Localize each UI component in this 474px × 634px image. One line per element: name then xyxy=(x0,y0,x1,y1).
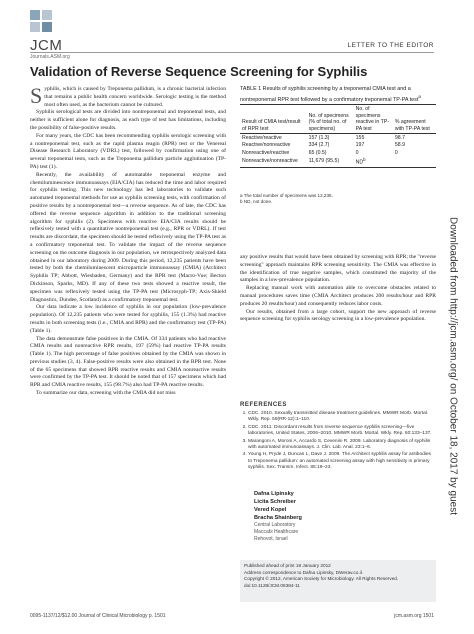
pub-info-line: Published ahead of print 18 January 2012 xyxy=(244,563,331,568)
author-name: Vered Kopel xyxy=(254,507,287,513)
paragraph-4: Recently, the availability of automatable treponemal enzyme and chemiluminescence immunoassays (EIA/CIA) has reduced the time and labor required for syphilis testing. This new technology has led laboratories to validate such automated treponemal methods for use as syphilis screening tests, with confirmation of positive results by a nontreponemal test—a reverse sequence. As of late, the CDC has offered the reverse sequence algorithm in addition to the traditional screening algorithm for syphilis (2). Specimens with reactive EIA/CIA results should be reflexively tested with a quantitative nontreponemal test (e.g., RPR or VDRL). If test results are discordant, the specimen should be tested reflexively using the TP-PA test as a confirmatory treponemal test. To validate the impact of the reverse sequence screening on the outcome diagnosis in our population, we retrospectively analyzed data obtained in our laboratory during 2009. During this period, 12,235 patients have been tested by both the chemiluminescent microparticle immunoassay (CMIA) (Architect Syphilis TP; Abbott, Wiesbaden, Germany) and the RPR test (Macro-Vue; Becton Dickinson, Sparks, MD). If any of these two tests showed a reactive result, the specimen was reflexively tested using the TP-PA test (Microsyph-TP; Axis-Shield Diagnostics, Dundee, Scotland) as a confirmatory treponemal test. xyxy=(30,171,226,303)
table-header-cell: No. of specimens (% of total no. of specimens) xyxy=(308,112,349,132)
table-cell: 157 (1.3) xyxy=(308,134,330,141)
author-block xyxy=(254,490,434,543)
affiliation-line: Rehovot, Israel xyxy=(254,536,288,542)
references-heading: REFERENCES xyxy=(240,402,288,408)
pub-info-line: Copyright © 2012, American Society for Microbiology. All Rights Reserved. xyxy=(244,576,399,582)
paragraph-2: Syphilis serological tests are divided into nontreponemal and treponemal tests, and neither is sufficient alone for diagnosis, as each type of test has limitations, including the possibility of false-positive results. xyxy=(30,109,226,131)
table-row xyxy=(240,142,436,150)
publication-info-box xyxy=(240,560,436,602)
table-header-row xyxy=(240,105,436,134)
reference-item: 3. Marangoni A, Moroni A, Accardo S, Cevenini R. 2009. Laboratory diagnosis of syphilis with automated immunoassays. J. Clin. Lab. Anal. 23:1–6. xyxy=(248,439,436,452)
table-cell: 65 (0.5) xyxy=(308,149,327,156)
table-cell: Reactive/reactive xyxy=(242,134,282,141)
table-cell: Reactive/nonreactive xyxy=(242,142,291,148)
left-column xyxy=(30,83,226,398)
paragraph-10: Our results, obtained from a large cohort, support the new approach of reverse sequence screening for syphilis serology screening in a low-prevalence population. xyxy=(240,308,436,323)
header-rule xyxy=(30,52,434,53)
table-cell: 58.9 xyxy=(394,142,405,148)
table-cell: Nonreactive/reactive xyxy=(242,149,290,156)
journal-logo-subtext: Journals.ASM.org xyxy=(30,54,70,60)
author-name: Dafna Lipinsky xyxy=(254,491,294,497)
table-caption: TABLE 1 Results of syphilis screening by a treponemal CMIA test and a nontreponemal RPR test followed by a confirmatory treponemal TP-PA test$^a$ xyxy=(240,86,421,103)
affiliation-line: Central Laboratory xyxy=(254,522,296,528)
table-cell: Nonreactive/nonreactive xyxy=(242,158,298,165)
table-row xyxy=(240,157,436,168)
pub-info-line: Address correspondence to Dafna Lipinsky, DWerav.co.il. xyxy=(244,569,364,575)
table-cell: 0 xyxy=(355,149,359,156)
download-note: Downloaded from http://jcm.asm.org/ on October 18, 2017 by guest xyxy=(447,217,459,515)
table-cell: 11,679 (95.5) xyxy=(308,158,340,165)
reference-item: 4. Young H, Pryde J, Duncan L, Dave J. 2009. The Architect syphilis assay for antibodies to Treponema pallidum: an automated screening assay with high sensitivity in primary syphilis. Sex. Transm. Infect. 85:19–23. xyxy=(248,452,436,471)
doi-link[interactable]: doi:10.1128/JCM.06384-11 xyxy=(244,582,300,588)
table-cell: 334 (2.7) xyxy=(308,142,330,148)
table-row xyxy=(240,149,436,157)
table-header-cell: Result of CMIA test/result of RPR test xyxy=(242,119,301,132)
table-header-cell: % agreement with TP-PA test xyxy=(394,119,430,132)
paragraph-3: For many years, the CDC has been recommending syphilis serologic screening with a nontreponemal test, such as the rapid plasma reagin (RPR) test or the Venereal Disease Research Laboratory (VDRL) test, followed by confirmation using one of several treponemal tests, such as the Treponema pallidum particle agglutination (TP-PA) test (1). xyxy=(30,132,226,170)
table-header-cell: No. of specimens reactive in TP-PA test xyxy=(355,106,390,132)
table-cell: 197 xyxy=(355,142,365,148)
footer-right: jcm.asm.org 1501 xyxy=(394,613,434,619)
paragraph-5: Our data indicate a low incidence of syphilis in our population (low-prevalence population). Of 12,235 patients who were tested for syphilis, 155 (1.3%) had reactive results in both screening tests (i.e., CMIA and RPR) and the confirmatory test (TP-PA) (Table 1). xyxy=(30,304,226,334)
journal-logo xyxy=(30,10,82,60)
paragraph-8: any positive results that would have been obtained by screening with RPR; the "reverse screening" approach maintains RPR screening sensitivity. The CMIA was effective in the identification of true negative samples, which constituted the majority of the samples in a low-prevalence population. xyxy=(240,254,436,284)
table-cell: 98.7 xyxy=(394,134,405,141)
section-label: LETTER TO THE EDITOR xyxy=(347,42,434,49)
results-table xyxy=(240,104,436,168)
table-cell: 155 xyxy=(355,134,365,141)
table-footnote: a The total number of specimens was 12,235. xyxy=(240,193,333,198)
footer-left: 0095-1137/12/$12.00 Journal of Clinical Microbiology p. 1501 xyxy=(30,613,166,619)
paragraph-6: The data demonstrate false positives in the CMIA. Of 334 patients who had reactive CMIA results and nonreactive RPR results, 197 (59%) had reactive TP-PA results (Table 1). The high percentage of false positives obtained by the CMIA was shown in previous studies (3, 4). False-positive results were also obtained in the RPR test. None of the 65 specimens that showed RPR reactive results and CMIA nonreactive results were confirmed by the TP-PA test. It should be noted that of 157 specimens which had RPR and CMIA reactive results, 155 (98.7%) also had TP-PA reactive results. xyxy=(30,335,226,389)
drop-cap: S xyxy=(30,83,43,108)
right-column xyxy=(240,254,436,324)
reference-item: 2. CDC. 2011. Discordant results from reverse sequence syphilis screening—five laboratories, United States, 2006–2010. MMWR Morb. Mortal. Wkly. Rep. 60:133–137. xyxy=(248,425,436,438)
table-cell: 0 xyxy=(394,149,398,156)
table-cell xyxy=(393,157,436,168)
author-name: Bracha Shainberg xyxy=(254,515,302,521)
paragraph-9: Replacing manual work with automation able to overcome obstacles related to manual procedures saves time (CMIA Architect produces 200 results/hour and RPR produces 20 results/hour) and consequently reduces labor costs. xyxy=(240,285,436,307)
table-row xyxy=(240,134,436,142)
article-title: Validation of Reverse Sequence Screening for Syphilis xyxy=(30,64,368,79)
table-footnote: b ND, not done. xyxy=(240,199,273,204)
paragraph-1: Syphilis, which is caused by Treponema pallidum, is a chronic bacterial infection that remains a public health concern worldwide. Serologic testing is the method most often used, as the bacterium cannot be cultured. xyxy=(30,83,226,108)
paragraph-7: To summarize our data, screening with the CMIA did not miss xyxy=(36,390,176,397)
journal-logo-text: JCM xyxy=(30,37,63,54)
table-cell: $ND^b$ xyxy=(355,157,366,166)
affiliation-line: Maccabi Healthcare xyxy=(254,529,299,535)
author-name: Licita Schreiber xyxy=(254,499,296,505)
jcm-logo-icon xyxy=(30,10,54,32)
references-list xyxy=(240,411,436,473)
reference-item: 1. CDC. 2010. Sexually transmitted disease treatment guidelines. MMWR Morb. Mortal. Wkly. Rep. 59(RR-12):1–110. xyxy=(248,411,436,424)
table-footnotes xyxy=(240,193,436,205)
